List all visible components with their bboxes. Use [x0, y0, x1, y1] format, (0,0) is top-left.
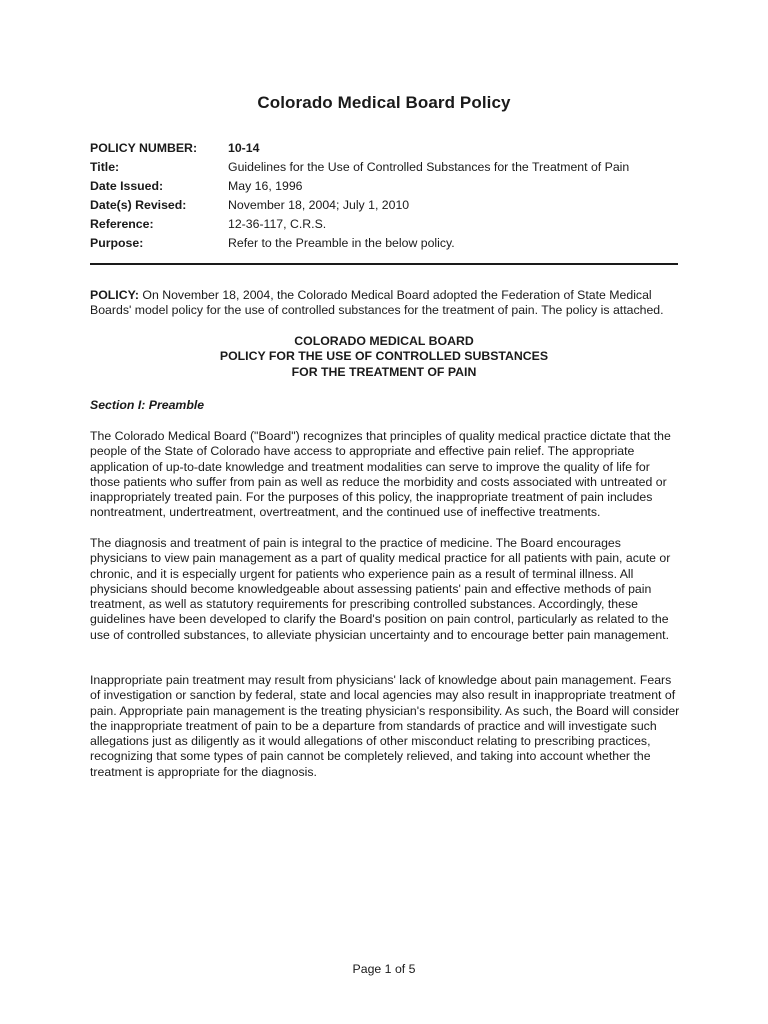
purpose-row	[90, 234, 690, 253]
reference-row	[90, 215, 690, 234]
horizontal-rule	[90, 263, 678, 265]
reference-label: Reference:	[90, 216, 154, 231]
title-label: Title:	[90, 159, 120, 174]
purpose-label: Purpose:	[90, 235, 144, 250]
dates-revised-value: November 18, 2004; July 1, 2010	[228, 197, 410, 212]
policy-heading	[0, 334, 768, 380]
reference-value: 12-36-117, C.R.S.	[228, 216, 327, 231]
preamble-paragraph-2: The diagnosis and treatment of pain is integral to the practice of medicine. The Board encourages physicians to view pain management as a part of quality medical practice for all patients with pain, acute or chronic, and it is especially urgent for patients who experience pain as a result of terminal illness. All physicians should become knowledgeable about assessing patients' pain and effective methods of pain treatment, as well as statutory requirements for prescribing controlled substances. Accordingly, these guidelines have been developed to clarify the Board's position on pain control, particularly as related to the use of controlled substances, to alleviate physician uncertainty and to encourage better pain management.	[90, 536, 671, 642]
policy-metadata	[90, 139, 690, 252]
heading-line-3: FOR THE TREATMENT OF PAIN	[291, 364, 477, 379]
policy-label: POLICY:	[90, 288, 139, 302]
section-heading: Section I: Preamble	[90, 398, 205, 412]
date-issued-value: May 16, 1996	[228, 178, 303, 193]
heading-line-2: POLICY FOR THE USE OF CONTROLLED SUBSTANCES	[219, 349, 549, 364]
title-row	[90, 158, 690, 177]
title-value: Guidelines for the Use of Controlled Substances for the Treatment of Pain	[228, 159, 630, 174]
date-issued-row	[90, 177, 690, 196]
policy-statement	[90, 288, 680, 319]
policy-text: On November 18, 2004, the Colorado Medical Board adopted the Federation of State Medical Boards' model policy for the use of controlled substances for the treatment of pain. The policy is attached.	[90, 288, 664, 318]
heading-line-1: COLORADO MEDICAL BOARD	[294, 334, 474, 348]
dates-revised-row	[90, 196, 690, 215]
date-issued-label: Date Issued:	[90, 178, 164, 193]
dates-revised-label: Date(s) Revised:	[90, 197, 187, 212]
policy-number-row	[90, 139, 690, 158]
preamble-paragraph-1: The Colorado Medical Board ("Board") recognizes that principles of quality medical practice dictate that the people of the State of Colorado have access to appropriate and effective pain relief. The appropriate application of up-to-date knowledge and treatment modalities can serve to improve the quality of life for those patients who suffer from pain as well as reduce the morbidity and costs associated with untreated or inappropriately treated pain. For the purposes of this policy, the inappropriate treatment of pain includes nontreatment, undertreatment, overtreatment, and the continued use of ineffective treatments.	[90, 429, 671, 520]
page-title: Colorado Medical Board Policy	[257, 93, 511, 112]
page-number: Page 1 of 5	[352, 962, 416, 976]
policy-number-label: POLICY NUMBER:	[90, 141, 198, 155]
preamble-paragraph-3: Inappropriate pain treatment may result from physicians' lack of knowledge about pain management. Fears of investigation or sanction by federal, state and local agencies may also result in inappropriate treatment of pain. Appropriate pain management is the treating physician's responsibility. As such, the Board will consider the inappropriate treatment of pain to be a departure from standards of practice and will investigate such allegations just as diligently as it would allegations of other misconduct relating to prescribing practices, recognizing that some types of pain cannot be completely relieved, and taking into account whether the treatment is appropriate for the diagnosis.	[90, 673, 680, 779]
policy-number-value: 10-14	[228, 141, 260, 155]
purpose-value: Refer to the Preamble in the below policy.	[228, 235, 455, 250]
